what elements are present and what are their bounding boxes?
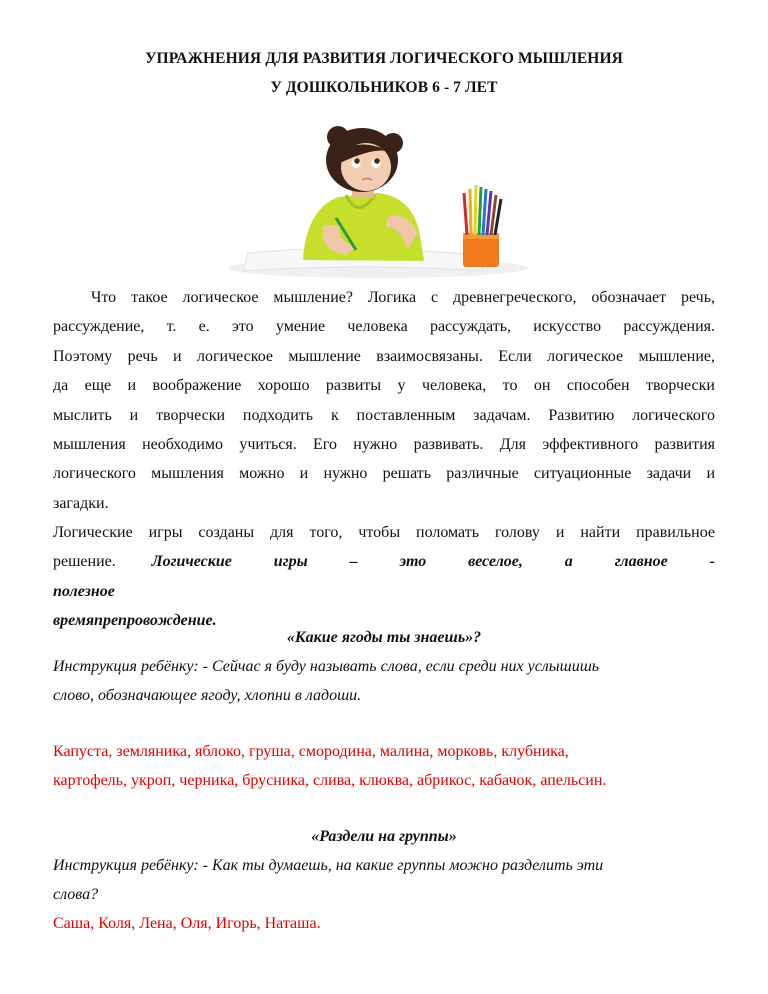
games-plain-text: решение. [53, 553, 116, 571]
exercise1-title: «Какие ягоды ты знаешь»? [286, 629, 482, 646]
intro-line: Поэтому речь и логическое мышление взаимосвязаны. Если логическое мышление, [53, 347, 715, 365]
exercise2-title: «Раздели на группы» [311, 828, 457, 845]
games-paragraph [53, 518, 715, 636]
exercise2-words: Саша, Коля, Лена, Оля, Игорь, Наташа. [53, 915, 321, 932]
exercise2-instruction-line: Инструкция ребёнку: - Как ты думаешь, на какие группы можно разделить эти [53, 857, 604, 874]
exercise1-instruction-line: Инструкция ребёнку: - Сейчас я буду называть слова, если среди них услышишь [53, 658, 600, 675]
intro-line: Что такое логическое мышление? Логика с древнегреческого, обозначает речь, [91, 289, 715, 306]
exercise1-words-line: картофель, укроп, черника, брусника, слива, клюква, абрикос, кабачок, апельсин. [53, 772, 607, 790]
exercise1-words-line: Капуста, земляника, яблоко, груша, смородина, малина, морковь, клубника, [53, 743, 569, 760]
intro-paragraph [53, 283, 715, 518]
intro-line: загадки. [53, 494, 109, 512]
document-title-line2: У ДОШКОЛЬНИКОВ 6 - 7 ЛЕТ [270, 79, 498, 96]
exercise2-instruction-line: слова? [53, 886, 99, 904]
games-bold-text-end: времяпрепровождение. [53, 612, 217, 630]
games-bold-text: Логические игры – это веселое, а главное - полезное [53, 553, 716, 600]
exercise1-words [53, 737, 715, 796]
intro-line: рассуждение, т. е. это умение человека рассуждать, искусство рассуждения. [53, 318, 715, 336]
exercise1-instruction-line: слово, обозначающее ягоду, хлопни в ладоши. [53, 687, 362, 705]
games-line: Логические игры созданы для того, чтобы поломать голову и найти правильное [53, 524, 715, 541]
exercise2-instruction [53, 851, 715, 910]
intro-line: логического мышления можно и нужно решать различные ситуационные задачи и [53, 465, 715, 483]
document-title-line1: УПРАЖНЕНИЯ ДЛЯ РАЗВИТИЯ ЛОГИЧЕСКОГО МЫШЛЕНИЯ [145, 50, 623, 67]
intro-line: да еще и воображение хорошо развиты у человека, то он способен творчески [53, 377, 715, 395]
intro-line: мыслить и творчески подходить к поставленным задачам. Развитию логического [53, 406, 715, 424]
games-line-2 [53, 547, 715, 606]
exercise1-instruction [53, 652, 715, 711]
intro-line: мышления необходимо учиться. Его нужно развивать. Для эффективного развития [53, 436, 715, 454]
girl-thinking-illustration [228, 125, 540, 280]
